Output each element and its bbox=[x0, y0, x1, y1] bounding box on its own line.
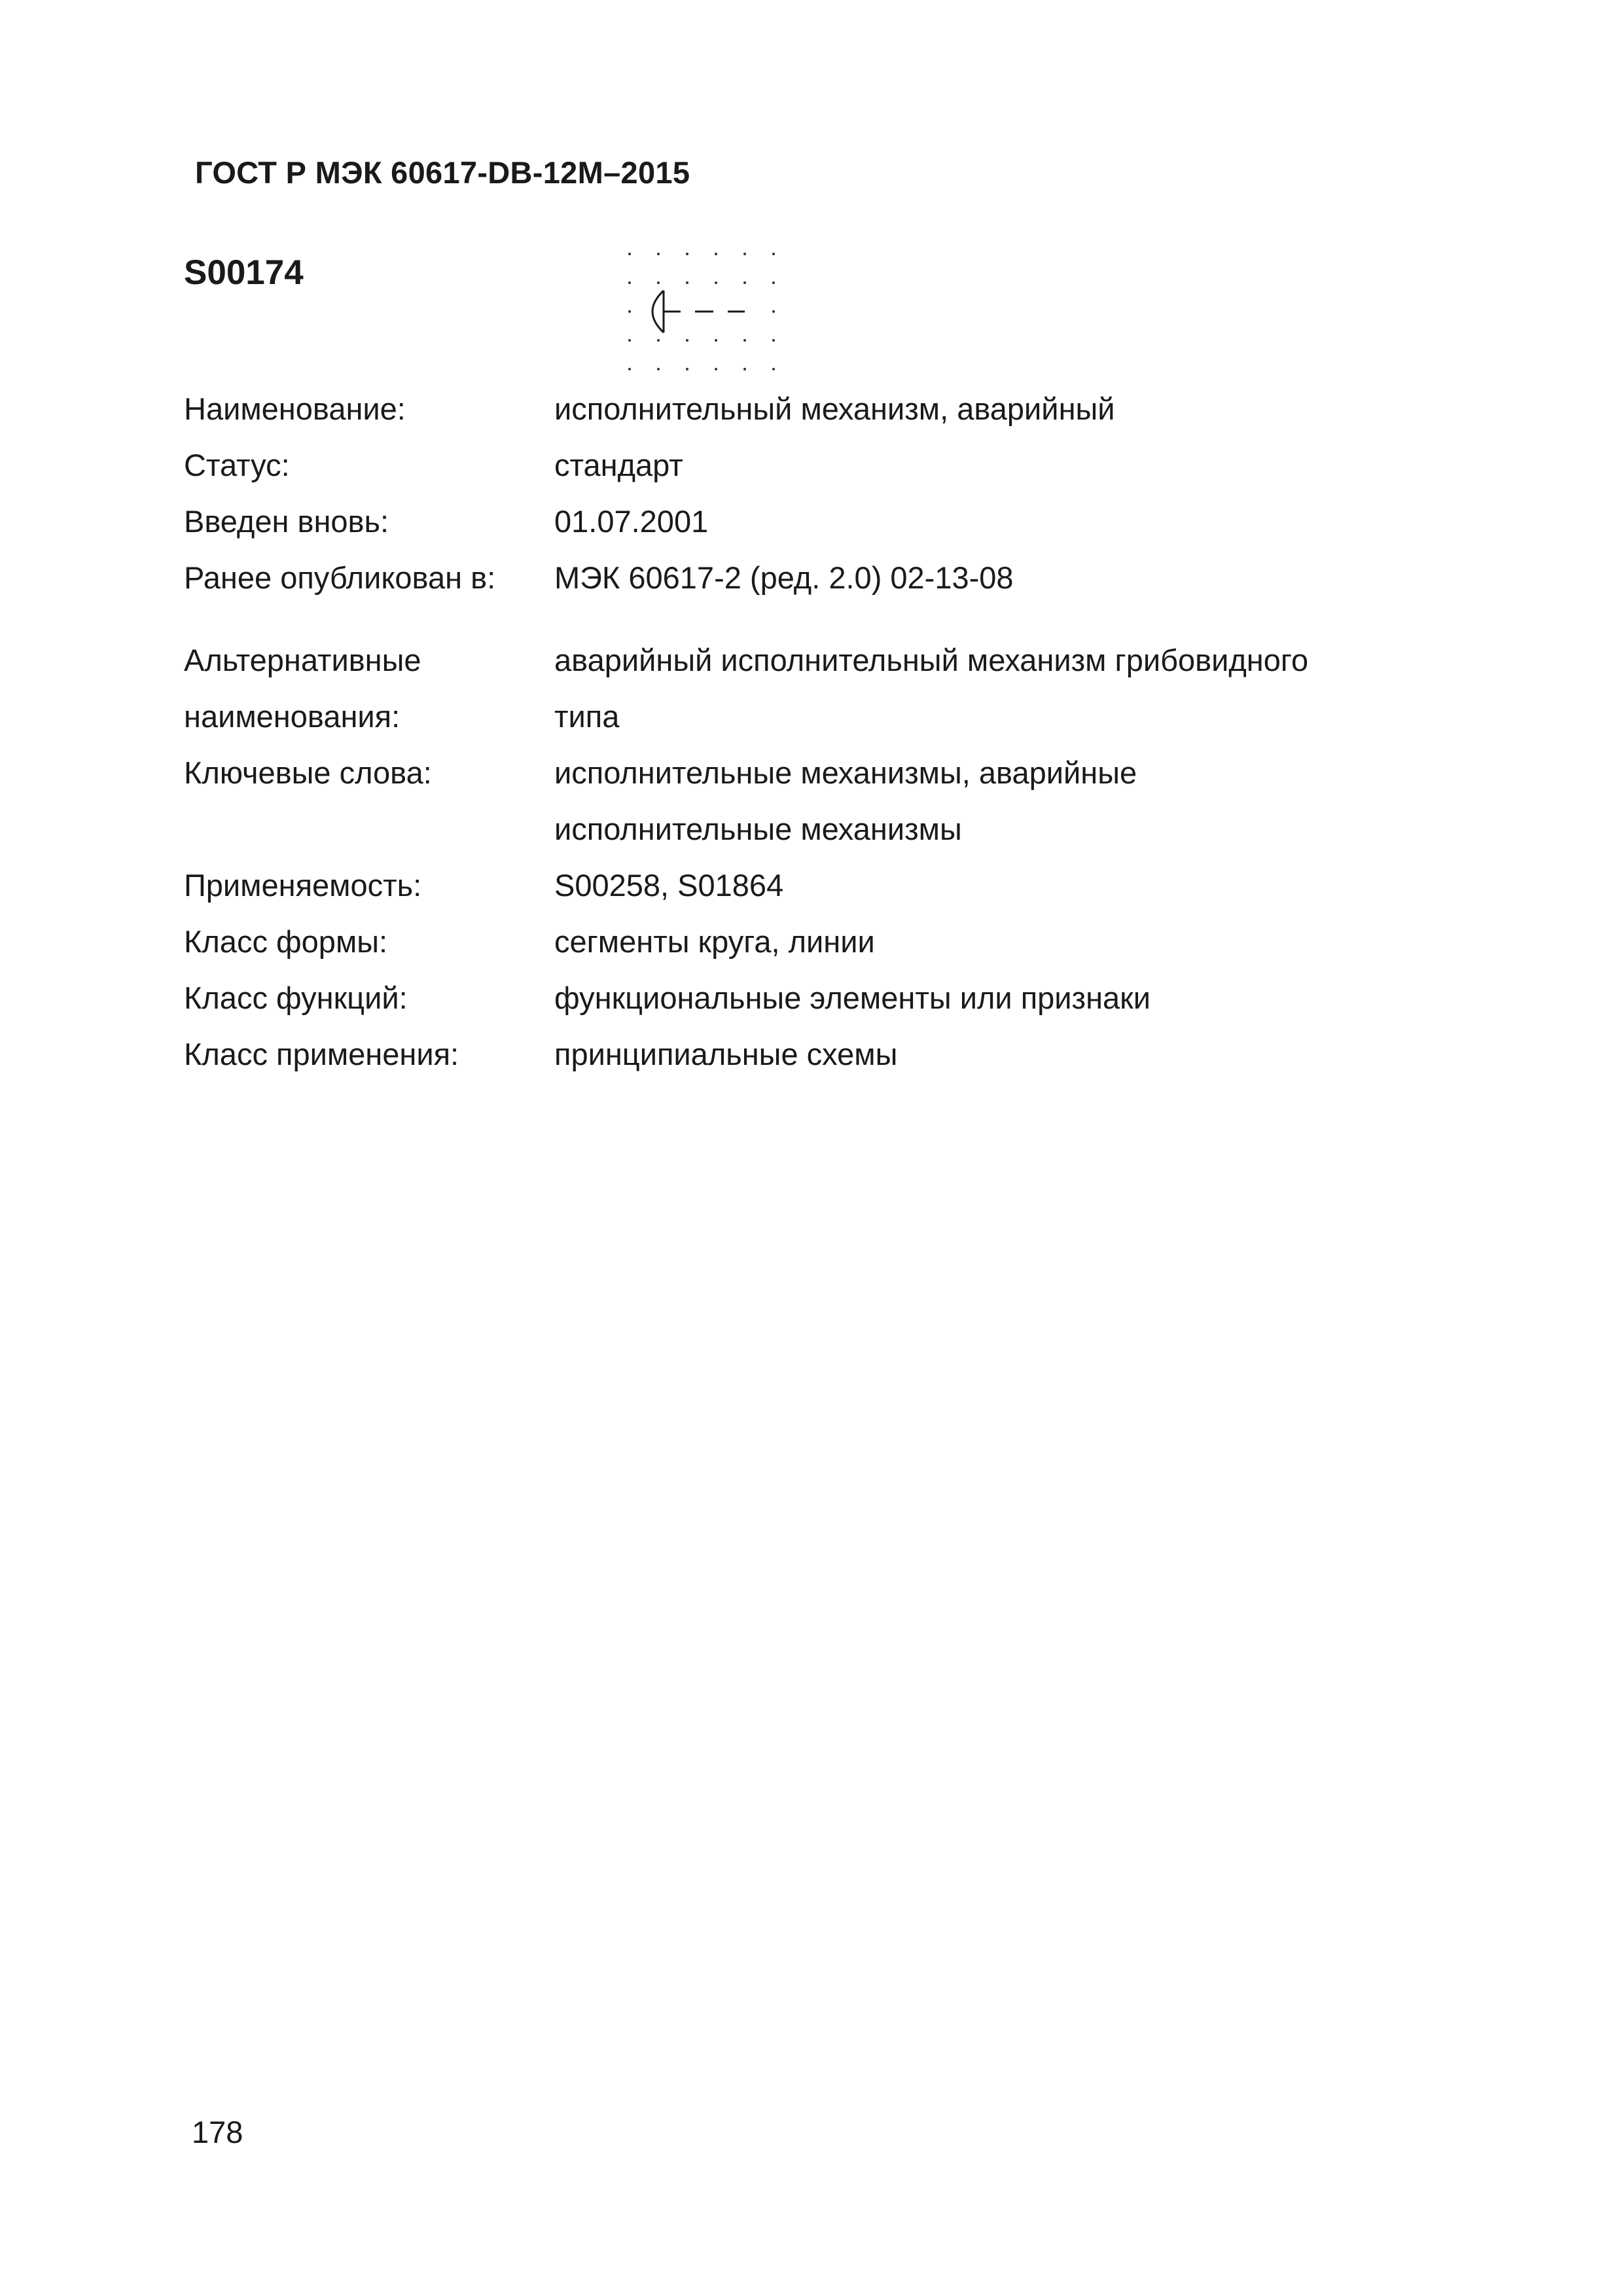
field-value bbox=[554, 632, 1493, 745]
field-label: Ранее опубликован в: bbox=[184, 560, 496, 595]
field-label: Класс применения: bbox=[184, 1037, 459, 1071]
field-row-name bbox=[184, 381, 1493, 437]
field-value: исполнительный механизм, аварийный bbox=[554, 391, 1115, 426]
field-row-published bbox=[184, 550, 1493, 606]
field-label bbox=[184, 632, 554, 745]
field-label: Введен вновь: bbox=[184, 504, 389, 539]
field-label: Класс формы: bbox=[184, 924, 388, 959]
field-row-shape-class bbox=[184, 914, 1493, 970]
field-value: стандарт bbox=[554, 448, 683, 482]
field-label-line: Альтернативные bbox=[184, 643, 421, 677]
field-value-line: исполнительные механизмы, аварийные bbox=[554, 755, 1137, 790]
field-label: Наименование: bbox=[184, 391, 406, 426]
field-value: функциональные элементы или признаки bbox=[554, 980, 1150, 1015]
field-label: Ключевые слова: bbox=[184, 755, 432, 790]
field-value-line: аварийный исполнительный механизм грибовидного bbox=[554, 643, 1309, 677]
field-label: Применяемость: bbox=[184, 868, 422, 903]
field-row-alternative bbox=[184, 632, 1493, 745]
field-label: Класс функций: bbox=[184, 980, 408, 1015]
mushroom-head-arc bbox=[652, 291, 664, 332]
field-value bbox=[554, 745, 1493, 857]
emergency-actuator-symbol-icon bbox=[622, 247, 792, 378]
field-row-introduced bbox=[184, 493, 1493, 550]
field-row-status bbox=[184, 437, 1493, 493]
field-value: МЭК 60617-2 (ред. 2.0) 02-13-08 bbox=[554, 560, 1014, 595]
field-value-line: исполнительные механизмы bbox=[554, 812, 962, 846]
field-value: S00258, S01864 bbox=[554, 868, 784, 903]
field-label: Статус: bbox=[184, 448, 290, 482]
field-value: 01.07.2001 bbox=[554, 504, 709, 539]
page-number: 178 bbox=[192, 2115, 243, 2149]
document-header: ГОСТ Р МЭК 60617-DB-12M–2015 bbox=[195, 155, 690, 190]
field-label-line: наименования: bbox=[184, 699, 401, 734]
field-row-applicability bbox=[184, 857, 1493, 914]
attributes-table bbox=[184, 381, 1493, 1083]
field-row-keywords bbox=[184, 745, 1493, 857]
field-value: сегменты круга, линии bbox=[554, 924, 875, 959]
symbol-code: S00174 bbox=[184, 253, 304, 292]
field-value-line: типа bbox=[554, 699, 620, 734]
field-row-function-class bbox=[184, 970, 1493, 1026]
field-row-application-class bbox=[184, 1026, 1493, 1083]
field-value: принципиальные схемы bbox=[554, 1037, 898, 1071]
